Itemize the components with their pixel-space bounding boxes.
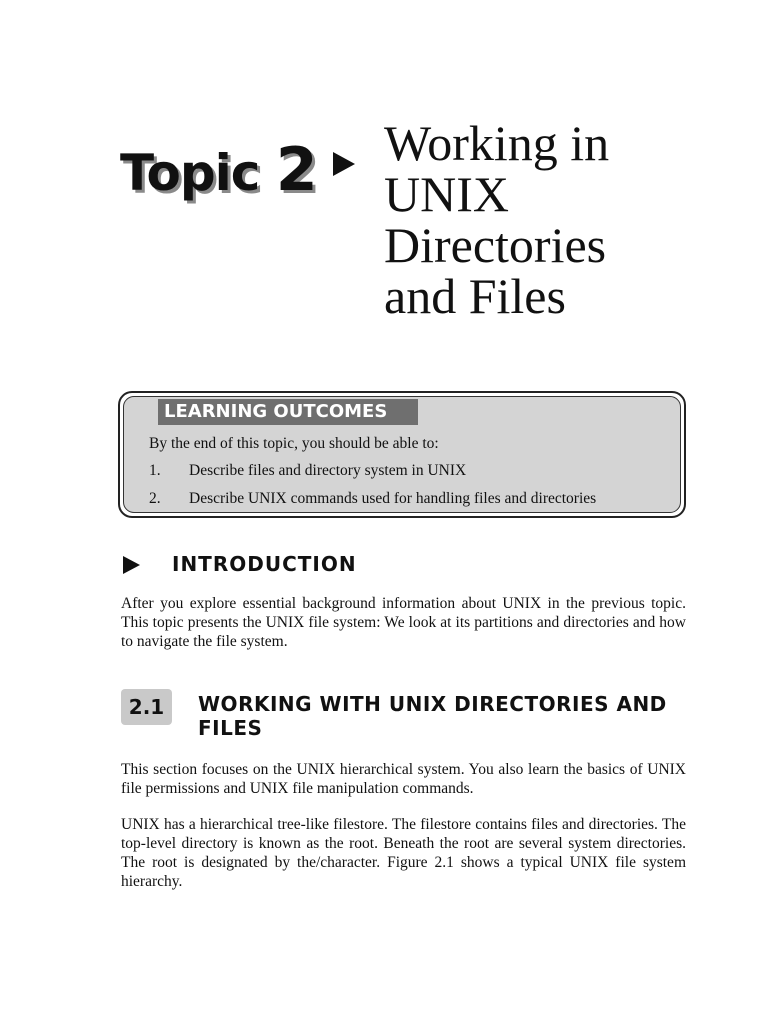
title-line: Working in	[384, 115, 610, 171]
learning-outcome-number: 2.	[149, 490, 161, 507]
section-paragraph: UNIX has a hierarchical tree-like filestore. The filestore contains files and directories. The top-level directory is known as the root. Beneath the root are several system directories. The root is designated by the/character. Figure 2.1 shows a typical UNIX file system hierarchy.	[121, 816, 686, 890]
topic-arrow-icon	[333, 152, 355, 176]
title-line: UNIX	[384, 166, 509, 222]
learning-outcome-item	[149, 462, 466, 480]
title-line: Directories	[384, 217, 607, 273]
section-paragraph: This section focuses on the UNIX hierarchical system. You also learn the basics of UNIX file permissions and UNIX file manipulation commands.	[121, 761, 686, 797]
section-number-badge: 2.1	[121, 689, 172, 725]
introduction-arrow-icon	[123, 556, 140, 574]
learning-outcome-text: Describe files and directory system in UNIX	[189, 462, 467, 479]
learning-outcome-number: 1.	[149, 462, 161, 479]
learning-outcomes-inner	[123, 396, 681, 513]
learning-outcomes-box	[118, 391, 686, 518]
learning-outcome-item	[149, 490, 596, 508]
introduction-paragraph: After you explore essential background information about UNIX in the previous topic. This topic presents the UNIX file system: We look at its partitions and directories and how to navigate the file system.	[121, 595, 686, 650]
section-title: WORKING WITH UNIX DIRECTORIES AND FILES	[198, 692, 667, 740]
learning-outcomes-heading: LEARNING OUTCOMES	[158, 399, 418, 425]
topic-label	[120, 135, 317, 205]
page-title	[384, 115, 744, 324]
topic-number: 2	[275, 135, 317, 205]
title-line: and Files	[384, 268, 566, 324]
learning-outcomes-intro: By the end of this topic, you should be able to:	[149, 435, 439, 452]
topic-word: Topic	[120, 144, 260, 202]
introduction-heading: INTRODUCTION	[172, 552, 357, 576]
learning-outcome-text: Describe UNIX commands used for handling files and directories	[189, 490, 597, 507]
